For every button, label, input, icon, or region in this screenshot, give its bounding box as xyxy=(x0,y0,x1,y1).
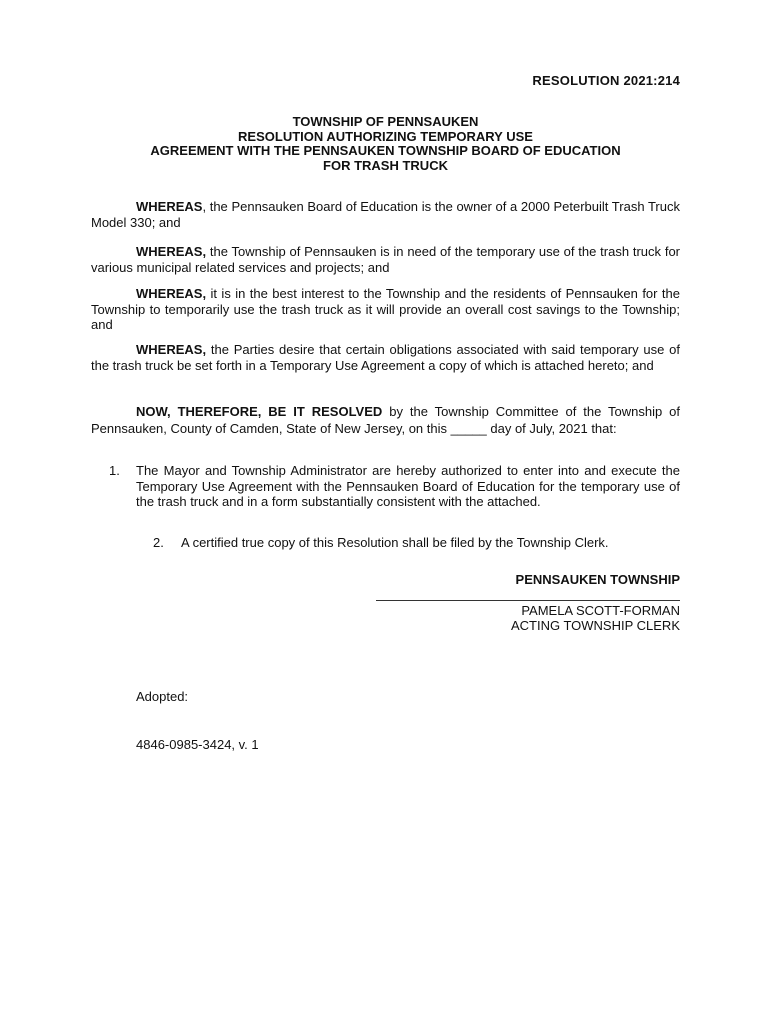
signature-title: ACTING TOWNSHIP CLERK xyxy=(510,618,680,633)
list-item-number: 1. xyxy=(109,463,120,478)
list-item-2 xyxy=(153,535,680,551)
list-item-1 xyxy=(109,463,680,510)
whereas-paragraph-4 xyxy=(91,342,680,373)
signature-block xyxy=(370,572,680,634)
resolved-text: by the Township Committee of the Township of Pennsauken, County of Camden, State of New Jersey, on this _____ day of July, 2021 that: xyxy=(91,404,680,436)
resolved-paragraph xyxy=(91,403,680,437)
document-id: 4846-0985-3424, v. 1 xyxy=(136,737,259,752)
resolved-lead: NOW, THEREFORE, BE IT RESOLVED xyxy=(136,404,383,419)
whereas-text: it is in the best interest to the Township and the residents of Pennsauken for the Township to temporarily use the trash truck as it will provide an overall cost savings to the Township; and xyxy=(91,286,680,332)
list-item-text: A certified true copy of this Resolution shall be filed by the Township Clerk. xyxy=(181,535,609,550)
whereas-paragraph-3 xyxy=(91,286,680,333)
whereas-lead: WHEREAS, xyxy=(136,244,207,259)
whereas-text: , the Pennsauken Board of Education is the owner of a 2000 Peterbuilt Trash Truck Model 330; and xyxy=(91,199,680,230)
list-item-number: 2. xyxy=(153,535,164,550)
title-line-1: TOWNSHIP OF PENNSAUKEN xyxy=(292,114,479,129)
whereas-text: the Township of Pennsauken is in need of the temporary use of the trash truck for various municipal related services and projects; and xyxy=(91,244,680,275)
title-line-2: RESOLUTION AUTHORIZING TEMPORARY USE xyxy=(238,128,533,144)
adopted-label: Adopted: xyxy=(136,689,189,704)
whereas-paragraph-1 xyxy=(91,199,680,230)
whereas-text: the Parties desire that certain obligations associated with said temporary use of the trash truck be set forth in a Temporary Use Agreement a copy of which is attached hereto; and xyxy=(91,342,680,373)
title-line-3: AGREEMENT WITH THE PENNSAUKEN TOWNSHIP BOARD OF EDUCATION xyxy=(150,143,621,158)
whereas-lead: WHEREAS, xyxy=(136,286,207,301)
resolution-number: RESOLUTION 2021:214 xyxy=(532,73,680,88)
whereas-lead: WHEREAS, xyxy=(136,342,207,357)
document-title xyxy=(91,115,680,173)
list-item-text: The Mayor and Township Administrator are hereby authorized to enter into and execute the Temporary Use Agreement with the Pennsauken Board of Education for the temporary use of the trash truck and in a form substantially consistent with the attached. xyxy=(136,463,680,509)
signature-name: PAMELA SCOTT-FORMAN xyxy=(521,602,680,618)
title-line-4: FOR TRASH TRUCK xyxy=(323,157,448,173)
signature-organization: PENNSAUKEN TOWNSHIP xyxy=(515,572,680,587)
whereas-paragraph-2 xyxy=(91,244,680,275)
whereas-lead: WHEREAS xyxy=(136,199,203,214)
signature-line xyxy=(376,596,680,601)
